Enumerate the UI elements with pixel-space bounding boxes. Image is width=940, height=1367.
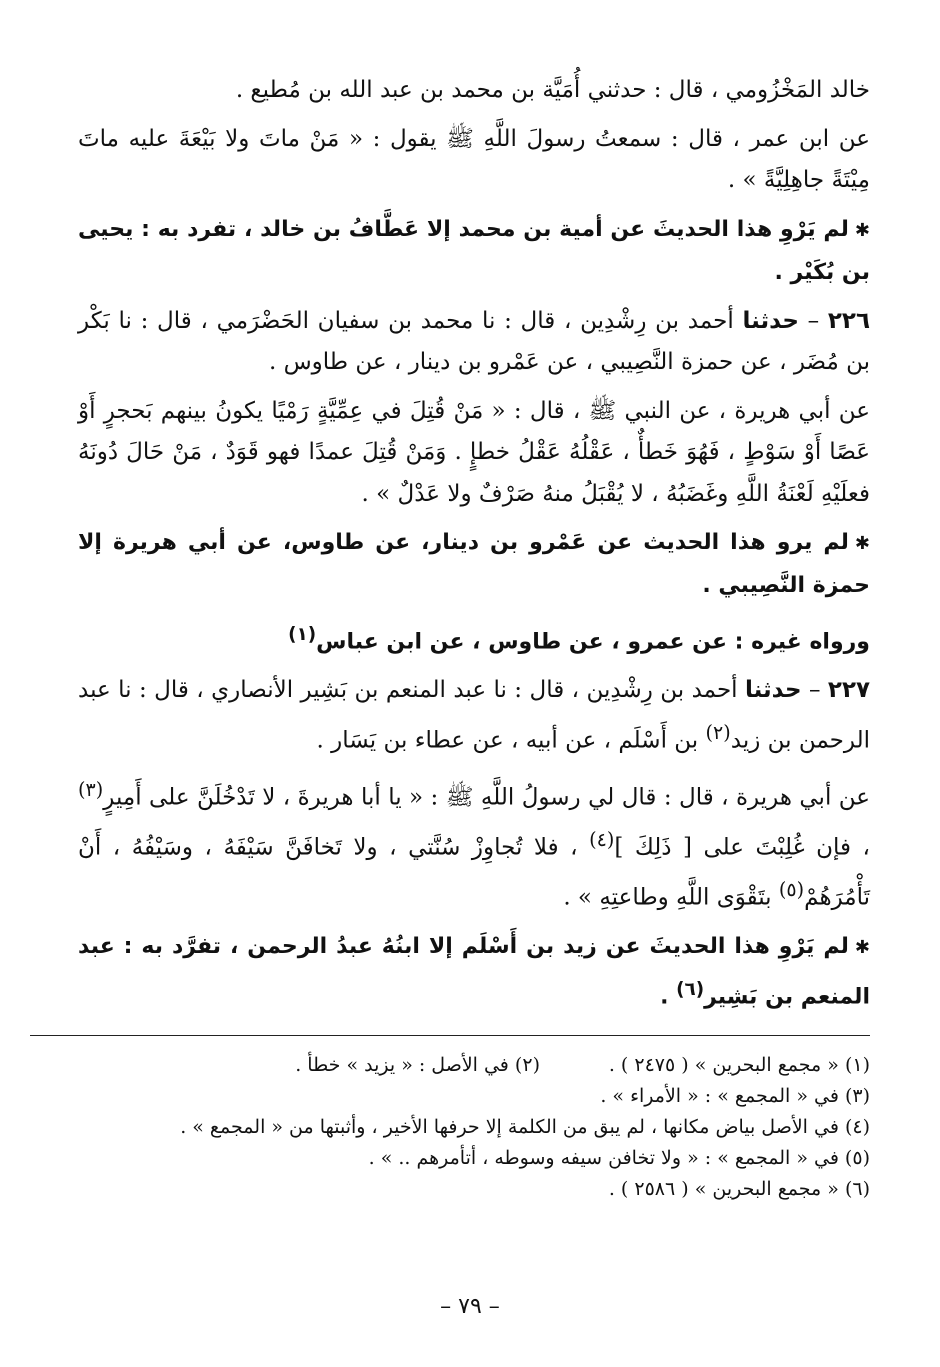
paragraph-matn (78, 119, 870, 202)
commentary-text: لم يَرْوِ هذا الحديثَ عن زيد بن أَسْلَم إلا ابنُهُ عبدُ الرحمن ، تفرَّد به : عبد المنعم بن بَشِير (78, 934, 870, 1010)
commentary-text: لم يَرْوِ هذا الحديثَ عن أمية بن محمد إلا عَطَّافُ بن خالد ، تفرد به : يحيى بن بُكَيْر . (78, 216, 870, 285)
paragraph-matn (78, 769, 870, 919)
footnote-4: (٤) في الأصل بياض مكانها ، لم يبق من الكلمة إلا حرفها الأخير ، وأثبتها من « المجمع » . (180, 1115, 870, 1138)
footnote-ref: (٢) (705, 720, 731, 744)
commentary-paragraph (78, 614, 870, 663)
paragraph-text: خالد المَخْزُومي ، قال : حدثني أُمَيَّة بن محمد بن عبد الله بن مُطيع . (235, 77, 870, 103)
hadith-lead-word: حدثنا (742, 307, 799, 334)
footnote-1: (١) « مجمع البحرين » ( ٢٤٧٥ ) . (608, 1053, 870, 1076)
hadith-227 (78, 670, 870, 762)
commentary-paragraph (78, 926, 870, 1018)
paragraph-text: عن أبي هريرة ، قال : قال لي رسولُ اللَّهِ ﷺ : « يا أبا هريرةَ ، لا تَدْخُلَنَّ على أَمِيرٍ (103, 784, 870, 811)
hadith-dash: – (808, 677, 821, 704)
paragraph-matn (78, 391, 870, 516)
footnote-ref: (٤) (589, 828, 615, 852)
hadith-226 (78, 301, 870, 384)
star-icon: ✱ (854, 533, 870, 554)
footnote-ref: (١) (288, 624, 317, 645)
footnote-ref: (٣) (78, 777, 104, 801)
commentary-paragraph (78, 522, 870, 607)
paragraph-isnad-continuation (78, 70, 870, 112)
paragraph-text: عن أبي هريرة ، عن النبي ﷺ ، قال : « مَنْ قُتِلَ في عِمِّيَّةٍ رَمْيًا يكونُ بينهم بَحجرٍ أَوْ عَصًا أَوْ سَوْطٍ ، فَهُوَ خَطأٌ ، عَقْلُهُ عَقْلُ خطإٍ . وَمَنْ قُتِلَ عمدًا فهو قَوَدٌ ، مَنْ حَالَ دُونَهُ فعلَيْهِ لَعْنَةُ اللَّهِ وغَضَبُهُ ، لا يُقْبَلُ منهُ صَرْفٌ ولا عَدْلٌ » . (78, 397, 870, 507)
footnotes (78, 1050, 870, 1205)
hadith-text: أحمد بن رِشْدِين ، قال : نا عبد المنعم بن بَشِير الأنصاري ، قال : نا عبد الرحمن بن زيد (78, 677, 870, 754)
footnote-ref: (٥) (778, 878, 805, 902)
hadith-number: ٢٢٦ (827, 307, 870, 334)
star-icon: ✱ (854, 219, 870, 241)
footnote-row (78, 1050, 870, 1081)
footnote-divider (30, 1035, 870, 1036)
hadith-number: ٢٢٧ (827, 677, 871, 704)
hadith-text: بن أَسْلَم ، عن أبيه ، عن عطاء بن يَسَار . (316, 727, 706, 754)
hadith-dash: – (807, 307, 820, 334)
footnote-3: (٣) في « المجمع » : « الأمراء » . (600, 1084, 870, 1107)
commentary-text: ورواه غيره : عن عمرو ، عن طاوس ، عن ابن عباس (316, 629, 870, 655)
footnote-6: (٦) « مجمع البحرين » ( ٢٥٨٦ ) . (608, 1177, 870, 1200)
footnote-ref: (٦) (676, 979, 705, 1001)
commentary-text: . (660, 984, 677, 1010)
commentary-text: لم يرو هذا الحديث عن عَمْرو بن دينار، عن طاوس، عن أبي هريرة إلا حمزة النَّصِيبي . (78, 530, 870, 598)
hadith-lead-word: حدثنا (745, 677, 802, 704)
page-number: – ٧٩ – (440, 1294, 500, 1319)
paragraph-text: بتَقْوَى اللَّهِ وطاعتِهِ » . (563, 884, 779, 911)
star-icon: ✱ (854, 937, 870, 959)
footnote-5: (٥) في « المجمع » : « ولا تخافن سيفه وسوطه ، أتأمرهم .. » . (368, 1146, 870, 1169)
commentary-paragraph (78, 209, 870, 294)
paragraph-text: ، فلا تُجاوِزْ سُنَّتي ، ولا تَخافَنَّ سَيْفَهُ ، وسَيْفُهُ ، أَنْ تَأْمُرَهُمْ (78, 834, 870, 911)
paragraph-text: ، فإن غُلِبْتَ على [ ذَلِكَ ] (614, 834, 870, 861)
paragraph-text: عن ابن عمر ، قال : سمعتُ رسولَ اللَّهِ ﷺ يقول : « مَنْ ماتَ ولا بَيْعَةَ عليه ماتَ مِيْتَةً جاهِلِيَّةً » . (78, 125, 870, 193)
footnote-2: (٢) في الأصل : « يزيد » خطأ . (295, 1053, 540, 1076)
hadith-text: أحمد بن رِشْدِين ، قال : نا محمد بن سفيان الحَضْرَمي ، قال : نا بَكْر بن مُضَر ، عن حمزة النَّصِيبي ، عن عَمْرو بن دينار ، عن طاوس . (78, 307, 870, 375)
